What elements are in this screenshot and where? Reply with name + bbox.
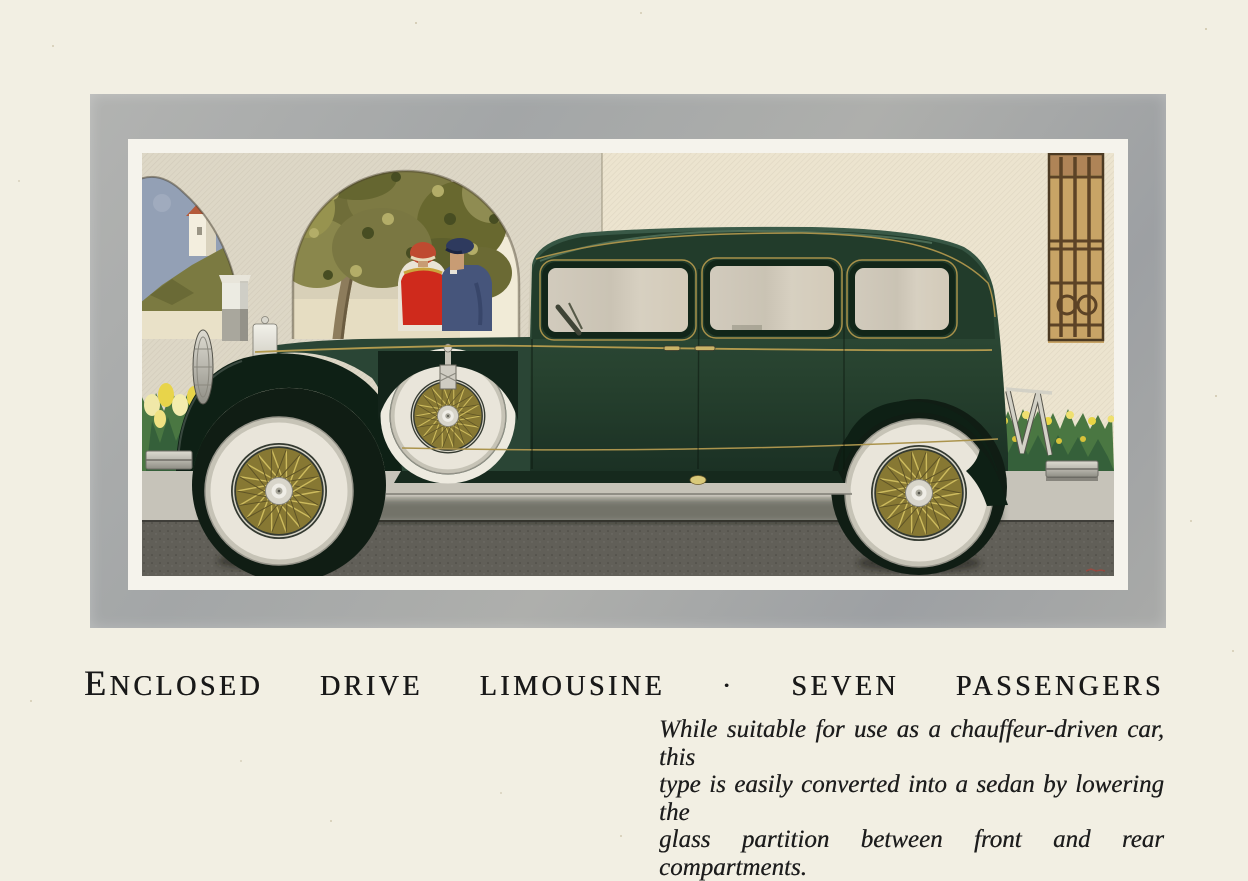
windows bbox=[540, 258, 957, 340]
red-coat bbox=[401, 269, 445, 325]
white-mat-border bbox=[128, 139, 1128, 590]
plate-title: ENCLOSED DRIVE LIMOUSINE · SEVEN PASSENGERS bbox=[84, 663, 1164, 703]
scene-canvas bbox=[142, 153, 1114, 576]
blue-uniform bbox=[442, 265, 492, 331]
silver-plate-frame bbox=[90, 94, 1166, 628]
headlamp bbox=[193, 330, 213, 404]
iron-grille-window bbox=[1048, 153, 1104, 343]
paper-specks bbox=[0, 0, 2, 2]
plate-caption bbox=[659, 716, 1164, 881]
radiator-cap bbox=[262, 317, 269, 324]
front-door-seam bbox=[698, 269, 699, 469]
spare-wheel-assembly bbox=[378, 344, 518, 479]
front-wheel bbox=[205, 417, 353, 565]
caption-line: While suitable for use as a chauffeur-driven car, this bbox=[659, 716, 1164, 771]
running-board bbox=[386, 483, 852, 494]
rear-door-handle bbox=[695, 346, 715, 351]
quarter-window bbox=[852, 265, 952, 333]
rear-wheel bbox=[845, 419, 993, 567]
front-door-handle bbox=[664, 346, 680, 351]
caption-line: glass partition between front and rear compartments. bbox=[659, 826, 1164, 881]
limousine-illustration bbox=[142, 153, 1114, 576]
front-bumper bbox=[146, 451, 192, 469]
interior-hint bbox=[732, 325, 762, 330]
rear-bumper bbox=[1046, 461, 1098, 481]
rear-door-window bbox=[707, 263, 837, 333]
front-door-window bbox=[545, 265, 691, 335]
sill-plate bbox=[690, 476, 706, 485]
caption-line: type is easily converted into a sedan by lowering the bbox=[659, 771, 1164, 826]
stone-gate-post bbox=[219, 275, 251, 341]
